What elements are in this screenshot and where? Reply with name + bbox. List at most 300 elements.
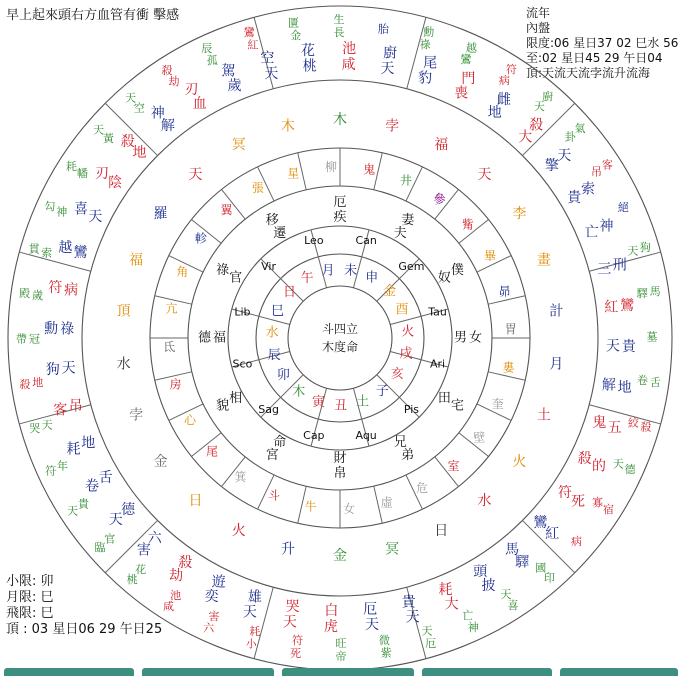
outer-small-label: 官 <box>104 532 116 546</box>
outer-small-label: 神 <box>56 205 68 219</box>
planet-label: 升 <box>280 541 295 558</box>
outer-small-label: 辰 <box>201 42 213 56</box>
inner-star-label: 丑 <box>334 398 348 414</box>
small-limit: 小限: 卯 <box>6 574 54 589</box>
outer-star-label: 耗 <box>438 581 453 598</box>
lunar-lodge-label: 參 <box>433 191 446 206</box>
outer-star-label: 奕 <box>204 588 219 605</box>
lunar-lodge-label: 牛 <box>304 499 317 514</box>
outer-star-label: 陰 <box>108 175 123 192</box>
inner-star-label: 木 <box>292 384 306 400</box>
outer-star-label: 披 <box>481 577 496 594</box>
outer-small-label: 天 <box>67 504 79 518</box>
outer-star-label: 神 <box>150 105 165 122</box>
inner-star-label: 月 <box>321 263 335 279</box>
info-line-4: 至:02 星日45 29 午日04 <box>526 51 663 65</box>
outer-small-label: 舌 <box>649 375 661 389</box>
outer-star-label: 天 <box>242 604 257 621</box>
outer-star-label: 舌 <box>98 470 113 487</box>
outer-star-label: 天 <box>365 617 380 634</box>
planet-label: 畫 <box>536 252 551 269</box>
outer-small-label: 狗 <box>639 240 651 254</box>
planet-label: 金 <box>333 548 347 564</box>
outer-star-label: 尾 <box>423 55 438 72</box>
lunar-lodge-label: 亢 <box>165 301 178 316</box>
outer-small-label: 勳 <box>423 25 435 39</box>
planet-label: 水 <box>477 493 492 510</box>
outer-star-label: 虎 <box>323 618 338 635</box>
inner-star-label: 巳 <box>270 303 284 319</box>
zodiac-sign-label: Tau <box>428 305 447 319</box>
info-line-2: 內盤 <box>526 21 551 35</box>
planet-label: 水 <box>116 356 131 373</box>
outer-small-label: 胎 <box>377 22 389 36</box>
outer-small-label: 帶 <box>16 332 28 346</box>
zodiac-sign-label: Aqu <box>355 429 377 443</box>
outer-small-label: 微 <box>378 633 390 647</box>
inner-star-label: 亥 <box>390 367 404 383</box>
outer-star-label: 天 <box>282 614 297 631</box>
outer-star-label: 雄 <box>247 589 262 606</box>
outer-small-label: 亡 <box>462 608 474 622</box>
outer-small-label: 勾 <box>44 200 56 214</box>
outer-small-label: 寡 <box>592 495 604 509</box>
month-limit: 月限: 巳 <box>6 590 54 605</box>
outer-star-label: 亡 <box>584 224 599 241</box>
flying-limit: 飛限: 巳 <box>6 606 54 621</box>
house-label: 福 <box>212 330 227 346</box>
house-label: 官 <box>229 270 243 286</box>
outer-small-label: 花 <box>135 563 147 577</box>
outer-small-label: 絞 <box>627 416 639 430</box>
outer-star-label: 地 <box>132 144 147 161</box>
outer-star-label: 害 <box>136 542 151 559</box>
outer-small-label: 卷 <box>637 374 649 388</box>
outer-small-label: 年 <box>57 459 69 473</box>
outer-small-label: 黃 <box>102 132 114 146</box>
outer-star-label: 符 <box>48 279 63 296</box>
outer-small-label: 喜 <box>507 598 519 612</box>
house-label: 男 <box>453 330 468 346</box>
outer-small-label: 天 <box>533 99 545 113</box>
outer-small-label: 天 <box>125 91 137 105</box>
outer-small-label: 德 <box>624 462 636 476</box>
zodiac-sign-label: Can <box>355 233 377 247</box>
bottom-tab-3[interactable] <box>282 668 414 676</box>
outer-small-label: 神 <box>467 620 479 634</box>
outer-star-label: 五 <box>607 420 622 437</box>
lunar-lodge-label: 翼 <box>220 203 233 218</box>
planet-label: 日 <box>188 493 203 510</box>
outer-small-label: 桃 <box>126 572 138 586</box>
outer-small-label: 天 <box>421 624 433 638</box>
outer-star-label: 驛 <box>515 554 530 571</box>
outer-star-label: 紅 <box>604 299 619 316</box>
outer-star-label: 天 <box>61 360 76 377</box>
outer-star-label: 吊 <box>68 398 83 415</box>
zodiac-sign-label: Cap <box>303 429 325 443</box>
bottom-tab-1[interactable] <box>4 668 134 676</box>
lunar-lodge-label: 氐 <box>163 339 176 354</box>
outer-small-label: 殺 <box>161 64 173 78</box>
lunar-lodge-label: 柳 <box>325 160 338 175</box>
outer-star-label: 血 <box>192 95 207 112</box>
outer-star-label: 桃 <box>302 58 317 75</box>
inner-star-label: 火 <box>401 324 415 340</box>
inner-star-label: 寅 <box>312 395 326 411</box>
planet-label: 福 <box>434 136 449 153</box>
outer-star-label: 三 <box>597 261 612 278</box>
house-label: 奴 <box>437 270 451 286</box>
outer-small-label: 吊 <box>590 165 602 179</box>
planet-label: 孛 <box>385 118 400 135</box>
outer-small-label: 冠 <box>29 332 41 346</box>
outer-small-label: 祿 <box>419 38 431 52</box>
outer-star-label: 天 <box>605 338 620 355</box>
outer-small-label: 幡 <box>76 167 88 181</box>
outer-star-label: 厄 <box>363 601 378 618</box>
zodiac-sign-label: Gem <box>398 260 425 274</box>
outer-star-label: 殺 <box>178 554 193 571</box>
outer-star-label: 符 <box>557 484 572 501</box>
outer-star-label: 地 <box>617 380 632 397</box>
planet-label: 天 <box>188 166 203 183</box>
house-label: 德 <box>197 330 212 346</box>
lunar-lodge-label: 昴 <box>498 284 511 299</box>
outer-star-label: 馬 <box>505 541 520 558</box>
house-label: 宅 <box>450 398 464 414</box>
house-label: 妻 <box>401 213 415 229</box>
outer-star-label: 貴 <box>621 339 636 356</box>
outer-star-label: 病 <box>64 282 79 299</box>
outer-star-label: 天 <box>88 208 103 225</box>
outer-small-label: 池 <box>170 589 182 603</box>
outer-star-label: 遊 <box>211 574 226 591</box>
planet-label: 李 <box>512 206 527 223</box>
inner-star-label: 金 <box>383 283 397 299</box>
outer-star-label: 門 <box>461 71 476 88</box>
outer-small-label: 孤 <box>206 54 218 68</box>
outer-small-label: 空 <box>133 101 145 115</box>
inner-star-label: 日 <box>283 284 297 300</box>
house-label: 貌 <box>216 398 230 414</box>
inner-star-label: 卯 <box>276 368 290 384</box>
outer-small-label: 符 <box>505 63 517 77</box>
inner-star-label: 未 <box>344 263 358 279</box>
chart-ring-3 <box>188 186 492 490</box>
inner-star-label: 土 <box>356 394 370 410</box>
outer-star-label: 廚 <box>383 45 398 62</box>
outer-small-label: 驛 <box>636 287 648 301</box>
lunar-lodge-label: 女 <box>342 501 355 516</box>
house-label: 帛 <box>333 466 347 481</box>
outer-small-label: 小 <box>245 637 257 651</box>
outer-small-label: 紫 <box>380 646 392 660</box>
planet-label: 冥 <box>231 136 246 153</box>
outer-small-label: 生 <box>333 13 345 27</box>
inner-star-label: 水 <box>265 325 279 341</box>
lunar-lodge-label: 井 <box>400 173 413 188</box>
outer-small-label: 地 <box>32 375 44 389</box>
outer-star-label: 狗 <box>45 362 60 379</box>
house-label: 厄 <box>333 195 347 210</box>
limits-panel <box>6 574 162 638</box>
zodiac-sign-label: Pis <box>403 402 420 416</box>
outer-small-label: 帝 <box>335 649 347 663</box>
outer-small-label: 鸞 <box>460 53 472 67</box>
outer-small-label: 宿 <box>602 502 614 516</box>
outer-star-label: 紅 <box>545 526 560 543</box>
outer-small-label: 貫 <box>28 242 40 256</box>
outer-small-label: 天 <box>93 123 105 137</box>
planet-label: 冥 <box>385 541 400 558</box>
outer-star-label: 卷 <box>85 478 100 495</box>
lunar-lodge-label: 胃 <box>504 322 517 337</box>
outer-small-label: 符 <box>45 464 57 478</box>
top-degree: 頂 : 03 星日06 29 午日25 <box>6 622 163 637</box>
lunar-lodge-label: 箕 <box>234 470 247 485</box>
planet-label: 金 <box>153 453 168 470</box>
lunar-lodge-label: 心 <box>184 413 197 428</box>
outer-star-label: 劫 <box>169 568 184 585</box>
outer-star-label: 天 <box>380 61 395 78</box>
lunar-lodge-label: 斗 <box>267 488 280 503</box>
outer-star-label: 鬼 <box>592 415 607 432</box>
outer-star-label: 頭 <box>473 564 488 581</box>
page-title: 早上起來頭右方血管有衝 擊感 <box>6 8 180 23</box>
outer-star-label: 刑 <box>612 257 627 274</box>
outer-star-label: 雌 <box>496 91 511 108</box>
house-label: 女 <box>468 330 483 346</box>
outer-small-label: 匱 <box>288 16 300 30</box>
lunar-lodge-label: 奎 <box>491 397 504 412</box>
outer-small-label: 墓 <box>646 330 658 344</box>
outer-star-label: 花 <box>300 42 315 59</box>
outer-small-label: 病 <box>570 535 582 549</box>
outer-small-label: 貴 <box>78 497 90 511</box>
outer-small-label: 客 <box>601 158 613 172</box>
outer-small-label: 旺 <box>335 636 347 650</box>
outer-small-label: 天 <box>612 457 624 471</box>
planet-label: 日 <box>434 523 449 540</box>
planet-label: 天 <box>477 166 492 183</box>
planet-label: 羅 <box>153 206 168 223</box>
lunar-lodge-label: 畢 <box>483 248 496 263</box>
center-label: 木度命 <box>321 340 359 354</box>
outer-star-label: 擎 <box>544 157 559 174</box>
house-label: 祿 <box>216 262 230 278</box>
planet-label: 計 <box>549 303 564 320</box>
outer-star-label: 天 <box>405 609 420 626</box>
outer-small-label: 劫 <box>168 75 180 89</box>
outer-star-label: 神 <box>599 218 614 235</box>
planet-label: 孛 <box>129 407 144 424</box>
house-label: 田 <box>437 390 451 406</box>
outer-star-label: 解 <box>601 377 616 394</box>
outer-star-label: 鸞 <box>533 515 548 532</box>
outer-star-label: 鸞 <box>620 297 635 314</box>
outer-star-label: 喜 <box>74 201 89 218</box>
outer-small-label: 紅 <box>247 38 259 52</box>
lunar-lodge-label: 房 <box>169 377 182 392</box>
outer-star-label: 豹 <box>418 70 433 87</box>
lunar-lodge-label: 室 <box>447 458 460 473</box>
outer-star-label: 地 <box>81 435 96 452</box>
outer-small-label: 臨 <box>94 540 106 554</box>
outer-star-label: 殺 <box>577 451 592 468</box>
zodiac-sign-label: Lib <box>234 305 251 319</box>
outer-small-label: 天 <box>41 418 53 432</box>
outer-star-label: 耗 <box>66 441 81 458</box>
outer-small-label: 咸 <box>163 599 175 613</box>
lunar-lodge-label: 軫 <box>194 231 207 246</box>
house-label: 夫 <box>393 226 407 242</box>
bottom-tab-5[interactable] <box>560 668 678 676</box>
center-label: 斗四立 <box>321 322 359 336</box>
outer-small-label: 歲 <box>31 288 43 302</box>
outer-star-label: 貴 <box>567 189 582 206</box>
outer-small-label: 卦 <box>564 130 576 144</box>
inner-star-label: 戌 <box>399 346 413 362</box>
house-label: 命 <box>273 434 287 450</box>
outer-star-label: 空 <box>260 50 275 67</box>
outer-star-label: 天 <box>264 65 279 82</box>
outer-star-label: 鸞 <box>73 244 88 261</box>
outer-star-label: 刃 <box>94 166 109 183</box>
info-line-1: 流年 <box>526 6 551 20</box>
outer-small-label: 殿 <box>19 287 31 301</box>
outer-star-label: 歲 <box>227 78 242 95</box>
lunar-lodge-label: 鬼 <box>363 162 376 177</box>
planet-label: 土 <box>536 407 551 424</box>
outer-small-label: 天 <box>627 244 639 258</box>
lunar-lodge-label: 星 <box>287 166 300 181</box>
outer-star-label: 越 <box>58 239 73 256</box>
outer-small-label: 越 <box>465 41 477 55</box>
outer-small-label: 印 <box>543 571 555 585</box>
outer-small-label: 病 <box>498 73 510 87</box>
planet-label: 木 <box>333 112 347 128</box>
inner-star-label: 酉 <box>395 302 409 318</box>
house-label: 宮 <box>265 447 279 463</box>
zodiac-sign-label: Ari <box>430 357 446 371</box>
inner-star-label: 午 <box>300 270 314 286</box>
planet-label: 火 <box>231 523 246 540</box>
house-label: 遷 <box>273 226 287 242</box>
planet-label: 頂 <box>116 303 131 320</box>
lunar-lodge-label: 婁 <box>502 360 515 375</box>
lunar-lodge-label: 張 <box>251 181 264 196</box>
outer-small-label: 天 <box>500 587 512 601</box>
outer-small-label: 厄 <box>425 636 437 650</box>
outer-small-label: 耗 <box>66 160 78 174</box>
house-label: 弟 <box>401 447 415 463</box>
bottom-tab-4[interactable] <box>422 668 552 676</box>
outer-star-label: 天 <box>557 147 572 164</box>
inner-star-label: 辰 <box>267 347 281 363</box>
house-label: 疾 <box>333 210 347 225</box>
lunar-lodge-label: 虛 <box>380 495 393 510</box>
outer-star-label: 貴 <box>401 594 416 611</box>
outer-small-label: 馬 <box>649 285 661 299</box>
outer-star-label: 勳 <box>44 320 59 337</box>
info-line-3: 限度:06 星日37 02 巳水 56 <box>526 36 679 50</box>
zodiac-sign-label: Vir <box>261 260 277 274</box>
lunar-lodge-label: 角 <box>176 264 189 279</box>
outer-star-label: 刃 <box>184 82 199 99</box>
lunar-lodge-label: 尾 <box>206 444 219 459</box>
outer-star-label: 天 <box>108 512 123 529</box>
outer-star-label: 池 <box>342 41 357 58</box>
outer-star-label: 客 <box>53 402 68 419</box>
outer-small-label: 長 <box>333 26 345 40</box>
outer-small-label: 殺 <box>19 377 31 391</box>
zodiac-sign-label: Sco <box>232 357 253 371</box>
lunar-lodge-label: 觜 <box>461 217 474 232</box>
outer-star-label: 祿 <box>60 321 75 338</box>
outer-small-label: 廚 <box>542 90 554 104</box>
outer-star-label: 德 <box>121 502 136 519</box>
outer-small-label: 鸞 <box>243 26 255 40</box>
bottom-tab-2[interactable] <box>142 668 274 676</box>
chart-ring-6 <box>288 286 392 390</box>
outer-star-label: 駕 <box>221 63 236 80</box>
outer-star-label: 白 <box>324 602 339 619</box>
outer-small-label: 害 <box>208 609 220 623</box>
planet-label: 月 <box>549 356 564 373</box>
outer-small-label: 絕 <box>617 200 629 214</box>
outer-small-label: 六 <box>203 621 215 635</box>
outer-star-label: 大 <box>518 129 533 146</box>
outer-small-label: 國 <box>535 561 547 575</box>
outer-small-label: 耗 <box>249 624 261 638</box>
outer-star-label: 殺 <box>529 117 544 134</box>
zodiac-sign-label: Sag <box>258 402 279 416</box>
outer-small-label: 索 <box>41 246 53 260</box>
outer-star-label: 索 <box>580 181 595 198</box>
outer-small-label: 哭 <box>29 422 41 436</box>
zodiac-sign-label: Leo <box>304 233 324 247</box>
house-label: 相 <box>229 390 243 406</box>
outer-star-label: 六 <box>147 530 162 547</box>
house-label: 兄 <box>393 434 407 450</box>
house-label: 財 <box>333 451 347 466</box>
planet-label: 木 <box>280 118 295 135</box>
outer-small-label: 死 <box>290 646 302 660</box>
inner-star-label: 申 <box>365 270 379 286</box>
outer-star-label: 咸 <box>341 57 356 74</box>
outer-star-label: 的 <box>591 458 606 475</box>
outer-star-label: 殺 <box>120 133 135 150</box>
outer-star-label: 大 <box>444 596 459 613</box>
outer-star-label: 地 <box>487 105 502 122</box>
outer-small-label: 金 <box>290 29 302 43</box>
house-label: 僕 <box>450 262 464 278</box>
lunar-lodge-label: 危 <box>416 480 429 495</box>
inner-star-label: 子 <box>375 383 389 399</box>
outer-star-label: 解 <box>160 118 175 135</box>
planet-label: 福 <box>129 252 144 269</box>
planet-label: 火 <box>512 453 527 470</box>
info-line-5: 頂:天流天流孛流升流海 <box>526 66 651 80</box>
outer-small-label: 符 <box>291 634 303 648</box>
house-label: 移 <box>265 213 279 229</box>
outer-small-label: 氣 <box>574 122 586 136</box>
outer-star-label: 喪 <box>454 85 469 102</box>
outer-small-label: 殺 <box>640 420 652 434</box>
lunar-lodge-label: 壁 <box>473 430 486 445</box>
outer-star-label: 哭 <box>285 598 300 615</box>
